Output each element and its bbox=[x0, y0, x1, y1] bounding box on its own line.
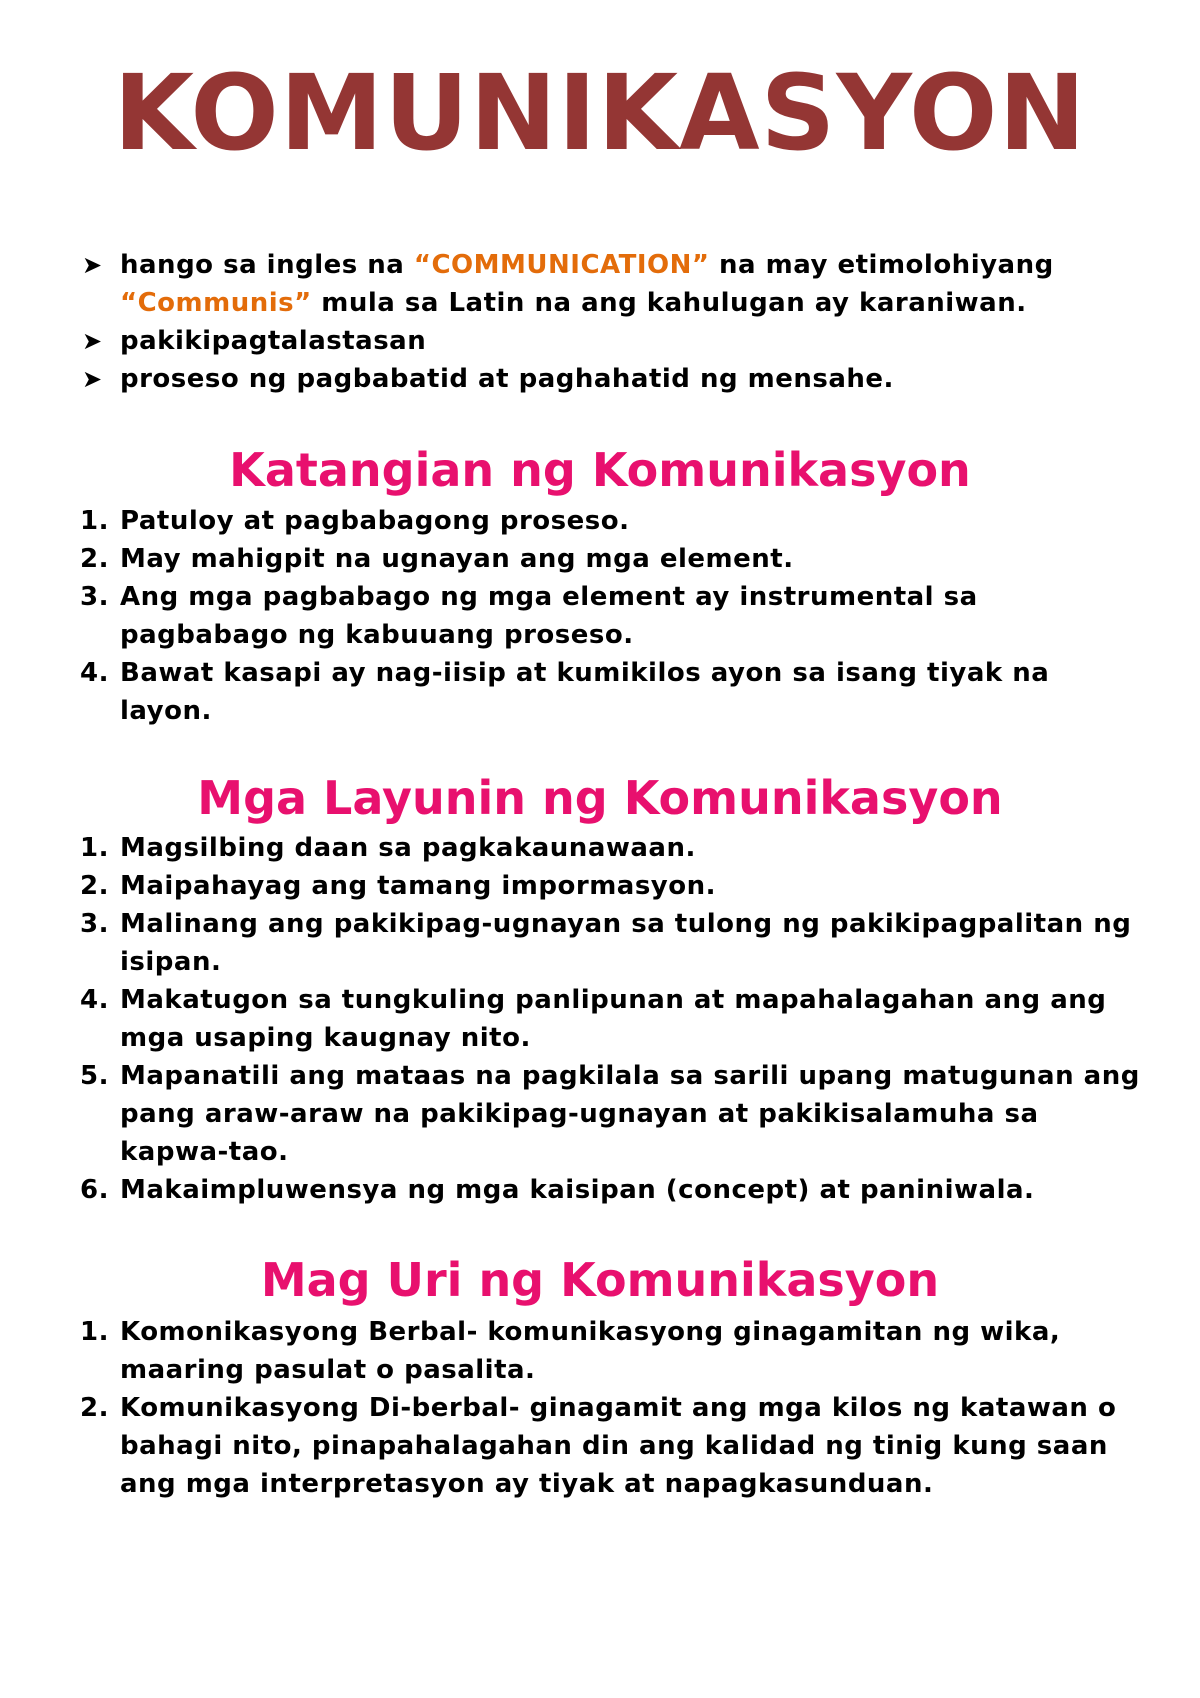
item-number: 2. bbox=[80, 1393, 109, 1423]
document-title: KOMUNIKASYON bbox=[113, 52, 1087, 174]
list-item bbox=[80, 1313, 1150, 1389]
item-number: 2. bbox=[80, 871, 109, 901]
intro-bullet-item bbox=[80, 246, 1140, 322]
list-item bbox=[80, 540, 1150, 578]
intro-text: pakikipagtalastasan bbox=[120, 326, 427, 356]
item-number: 1. bbox=[80, 1317, 109, 1347]
intro-text: na may etimolohiyang bbox=[709, 250, 1054, 280]
list-item bbox=[80, 1057, 1150, 1171]
term-communis: “Communis” bbox=[120, 288, 312, 318]
item-number: 4. bbox=[80, 985, 109, 1015]
term-communication: “COMMUNICATION” bbox=[413, 250, 710, 280]
list-item bbox=[80, 981, 1150, 1057]
list-item bbox=[80, 1171, 1150, 1209]
arrow-bullet-icon: ➤ bbox=[82, 365, 103, 393]
list-item bbox=[80, 905, 1150, 981]
list-item bbox=[80, 829, 1150, 867]
item-text: Maipahayag ang tamang impormasyon. bbox=[120, 871, 717, 901]
item-number: 6. bbox=[80, 1175, 109, 1205]
item-text: Ang mga pagbabago ng mga element ay instrumental sa pagbabago ng kabuuang proseso. bbox=[120, 582, 978, 650]
item-text: Patuloy at pagbabagong proseso. bbox=[120, 506, 630, 536]
intro-bullet-list bbox=[80, 246, 1140, 398]
list-item bbox=[80, 867, 1150, 905]
intro-bullet-item bbox=[80, 322, 1140, 360]
uri-list bbox=[80, 1313, 1150, 1503]
item-text: Magsilbing daan sa pagkakaunawaan. bbox=[120, 833, 696, 863]
intro-text: hango sa ingles na bbox=[120, 250, 414, 280]
item-text: Malinang ang pakikipag-ugnayan sa tulong ng pakikipagpalitan ng isipan. bbox=[120, 909, 1132, 977]
item-number: 5. bbox=[80, 1061, 109, 1091]
intro-text: mula sa Latin na ang kahulugan ay karaniwan. bbox=[311, 288, 1027, 318]
item-text: Komunikasyong Di-berbal- ginagamit ang mga kilos ng katawan o bahagi nito, pinapahalagahan din ang kalidad ng tinig kung saan ang mga interpretasyon ay tiyak at napagkasunduan. bbox=[120, 1393, 1117, 1499]
list-item bbox=[80, 578, 1150, 654]
item-text: Mapanatili ang mataas na pagkilala sa sarili upang matugunan ang pang araw-araw na pakikipag-ugnayan at pakikisalamuha sa kapwa-tao. bbox=[120, 1061, 1140, 1167]
item-number: 3. bbox=[80, 582, 109, 612]
section-heading-uri: Mag Uri ng Komunikasyon bbox=[260, 1253, 940, 1307]
arrow-bullet-icon: ➤ bbox=[82, 327, 103, 355]
item-text: Bawat kasapi ay nag-iisip at kumikilos ayon sa isang tiyak na layon. bbox=[120, 658, 1050, 726]
section-heading-katangian: Katangian ng Komunikasyon bbox=[229, 443, 971, 497]
item-text: May mahigpit na ugnayan ang mga element. bbox=[120, 544, 794, 574]
layunin-list bbox=[80, 829, 1150, 1209]
item-number: 4. bbox=[80, 658, 109, 688]
item-text: Makatugon sa tungkuling panlipunan at mapahalagahan ang ang mga usaping kaugnay nito. bbox=[120, 985, 1107, 1053]
arrow-bullet-icon: ➤ bbox=[82, 251, 103, 279]
list-item bbox=[80, 654, 1150, 730]
item-number: 1. bbox=[80, 506, 109, 536]
list-item bbox=[80, 1389, 1150, 1503]
intro-bullet-item bbox=[80, 360, 1140, 398]
section-heading-layunin: Mga Layunin ng Komunikasyon bbox=[197, 771, 1003, 825]
intro-text: proseso ng pagbabatid at paghahatid ng mensahe. bbox=[120, 364, 894, 394]
list-item bbox=[80, 502, 1150, 540]
item-number: 3. bbox=[80, 909, 109, 939]
item-text: Makaimpluwensya ng mga kaisipan (concept) at paniniwala. bbox=[120, 1175, 1035, 1205]
item-number: 2. bbox=[80, 544, 109, 574]
item-number: 1. bbox=[80, 833, 109, 863]
item-text: Komonikasyong Berbal- komunikasyong ginagamitan ng wika, maaring pasulat o pasalita. bbox=[120, 1317, 1061, 1385]
katangian-list bbox=[80, 502, 1150, 730]
